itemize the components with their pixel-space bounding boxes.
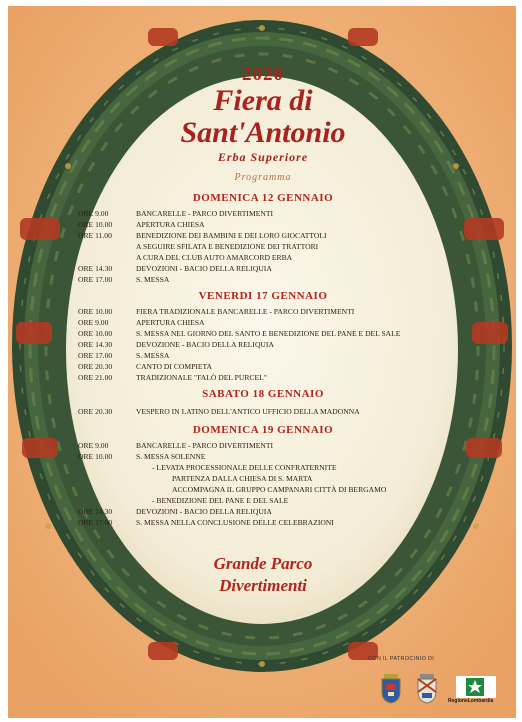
amusement-park-line1: Grande Parco: [213, 554, 313, 573]
schedule-entry: ORE 14.30 DEVOZIONI - BACIO DELLA RELIQUIA: [78, 264, 272, 273]
province-crest-icon: [416, 674, 438, 704]
day-heading: SABATO 18 GENNAIO: [202, 388, 324, 400]
schedule-entry: ORE 17.00 S. MESSA NELLA CONCLUSIONE DELLE CELEBRAZIONI: [78, 518, 334, 527]
schedule-entry: - LEVATA PROCESSIONALE DELLE CONFRATERNITE: [152, 463, 337, 472]
schedule-entry: ORE 9.00 BANCARELLE - PARCO DIVERTIMENTI: [78, 441, 274, 450]
schedule-entry: ORE 14.30 DEVOZIONI - BACIO DELLA RELIQUIA: [78, 507, 272, 516]
municipal-crest-icon: [380, 674, 402, 704]
schedule-entry: A CURA DEL CLUB AUTO AMARCORD ERBA: [136, 253, 293, 262]
schedule-entry: ORE 10.00 S. MESSA NEL GIORNO DEL SANTO E BENEDIZIONE DEL PANE E DEL SALE: [78, 329, 401, 338]
schedule-entry: PARTENZA DALLA CHIESA DI S. MARTA: [172, 474, 313, 483]
schedule-entry: ACCOMPAGNA IL GRUPPO CAMPANARI CITTÀ DI BERGAMO: [172, 485, 387, 494]
schedule-entry: ORE 10.00 APERTURA CHIESA: [78, 220, 205, 229]
schedule-entry: ORE 10.00 S. MESSA SOLENNE: [78, 452, 206, 461]
day-entries: [78, 406, 448, 417]
schedule-entry: ORE 17.00 S. MESSA: [78, 351, 170, 360]
day-heading: DOMENICA 19 GENNAIO: [192, 424, 334, 436]
schedule-entry: ORE 9.00 BANCARELLE - PARCO DIVERTIMENTI: [78, 209, 274, 218]
poster: [8, 6, 516, 718]
event-title-line2: Sant'Antonio: [180, 116, 346, 149]
day-entries: [78, 440, 448, 528]
schedule-entry: ORE 11.00 BENEDIZIONE DEI BAMBINI E DEI LORO GIOCATTOLI: [78, 231, 327, 240]
schedule-entry: ORE 9.00 APERTURA CHIESA: [78, 318, 205, 327]
day-entries: [78, 306, 448, 383]
schedule-entry: - BENEDIZIONE DEL PANE E DEL SALE: [152, 496, 289, 505]
schedule-entry: ORE 17.00 S. MESSA: [78, 275, 170, 284]
day-heading: DOMENICA 12 GENNAIO: [192, 192, 334, 204]
year-title: 2020: [242, 64, 284, 85]
program-panel: [78, 58, 448, 648]
schedule-entry: ORE 14.30 DEVOZIONE - BACIO DELLA RELIQUIA: [78, 340, 274, 349]
schedule-entry: ORE 20.30 VESPERO IN LATINO DELL'ANTICO UFFICIO DELLA MADONNA: [78, 407, 360, 416]
sponsor-logos: [376, 672, 506, 710]
schedule-entry: ORE 20.30 CANTO DI COMPIETA: [78, 362, 213, 371]
schedule-entry: A SEGUIRE SFILATA E BENEDIZIONE DEI TRATTORI: [136, 242, 319, 251]
day-heading: VENERDI 17 GENNAIO: [198, 290, 328, 302]
schedule-entry: ORE 21.00 TRADIZIONALE "FALÒ DEL PURCEL": [78, 373, 267, 382]
location-subtitle: Erba Superiore: [217, 150, 309, 164]
region-name: RegioneLombardia: [448, 698, 494, 704]
patronage-label: CON IL PATROCINIO DI: [368, 656, 435, 662]
event-title-line1: Fiera di: [213, 84, 313, 117]
program-label: Programma: [234, 172, 292, 183]
schedule-entry: ORE 10.00 FIERA TRADIZIONALE BANCARELLE - PARCO DIVERTIMENTI: [78, 307, 355, 316]
regione-lombardia-logo-icon: [456, 676, 496, 698]
day-entries: [78, 208, 448, 285]
amusement-park-line2: Divertimenti: [219, 576, 307, 595]
